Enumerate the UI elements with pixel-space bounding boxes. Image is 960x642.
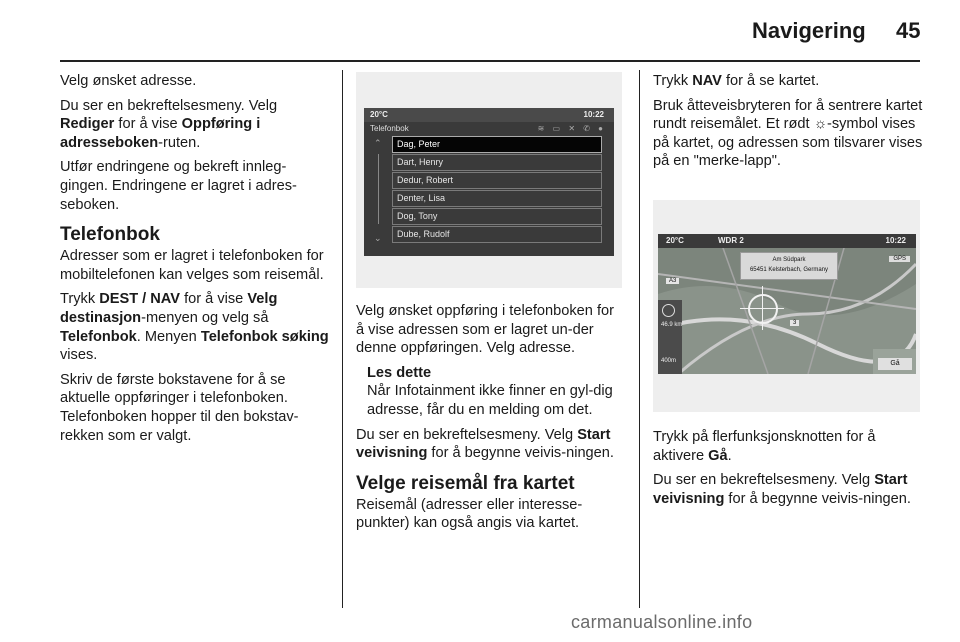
paragraph: Trykk DEST / NAV for å vise Velg destinasjon-menyen og velg så Telefonbok. Menyen Telefonbok søking vises. [60,291,329,364]
paragraph: Trykk NAV for å se kartet. [653,73,820,89]
column-3-lower [653,428,923,514]
gps-badge: GPS [889,256,910,262]
scroll-down-icon[interactable]: ⌄ [374,233,382,243]
page-header-title: Navigering [752,18,866,43]
page-number: 45 [896,18,921,43]
phonebook-title: Telefonbok [370,124,409,133]
paragraph: Bruk åtteveisbryteren for å sentrere kartet rundt reisemålet. Et rødt ☼-symbol vises på kartet, og adressen som tilsvarer vises på en "merke-lapp". [653,97,923,170]
section-heading-telefonbok: Telefonbok [60,224,160,246]
address-label [740,252,838,280]
road-sign-3: 3 [790,320,799,326]
radio-station: WDR 2 [718,236,744,245]
column-2 [356,302,626,539]
map-screenshot [653,200,920,412]
paragraph: Skriv de første bokstavene for å se aktuelle oppføringer i telefonboken. Telefonboken hopper til den bokstav-rekken som er valgt. [60,371,299,444]
phonebook-screen [364,108,614,256]
go-button[interactable]: Gå [878,358,912,370]
clock: 10:22 [583,110,604,119]
list-item[interactable]: Denter, Lisa [392,190,602,207]
column-divider-2 [639,70,640,608]
list-item[interactable]: Dedur, Robert [392,172,602,189]
compass-icon[interactable] [662,304,675,317]
status-bar [364,108,614,122]
watermark: carmanualsonline.info [571,612,753,632]
status-icons: ≋ ▭ ✕ ✆ ● [537,124,606,133]
map-screen [658,234,916,374]
column-divider-1 [342,70,343,608]
crosshair-icon[interactable] [748,294,778,324]
note-text: Når Infotainment ikke finner en gyl-dig adresse, får du en melding om det. [367,383,613,418]
temperature: 20°C [666,236,684,245]
temperature: 20°C [370,110,388,119]
crosshair-v-line [762,286,763,330]
list-item[interactable]: Dog, Tony [392,208,602,225]
paragraph: Velg ønsket adresse. [60,73,197,89]
phonebook-screenshot [356,72,622,288]
paragraph: Du ser en bekreftelsesmeny. Velg Start veivisning for å begynne veivis-ningen. [356,426,614,462]
distance-readout: 46.9 km [661,322,683,328]
scale-readout: 400m [661,358,677,364]
paragraph: Velg ønsket oppføring i telefonboken for å vise adressen som er lagret un-der denne oppføringen. Velg adresse. [356,303,614,357]
status-bar [658,234,916,248]
list-item[interactable]: Dag, Peter [392,136,602,153]
paragraph: Du ser en bekreftelsesmeny. Velg Rediger for å vise Oppføring i adresseboken-ruten. [60,97,278,151]
note-title: Les dette [367,364,432,381]
address-line-1: Am Südpark [772,257,806,263]
road-sign-a3: A3 [666,278,679,284]
list-item[interactable]: Dart, Henry [392,154,602,171]
paragraph: Trykk på flerfunksjonsknotten for å aktivere Gå. [653,429,876,464]
scroll-up-icon[interactable]: ⌃ [374,138,382,148]
note-box [356,364,626,420]
column-3 [653,72,923,177]
paragraph: Utfør endringene og bekreft innleg-gingen. Endringene er lagret i adres-seboken. [60,159,297,213]
clock: 10:22 [885,236,906,245]
address-line-2: 65451 Kelsterbach, Germany [749,267,829,273]
column-1 [60,72,332,451]
list-item[interactable]: Dube, Rudolf [392,226,602,243]
paragraph: Reisemål (adresser eller interesse-punkter) kan også angis via kartet. [356,496,583,532]
header-rule [60,60,920,62]
scroll-track[interactable] [378,154,379,224]
phonebook-list [392,136,602,244]
paragraph: Du ser en bekreftelsesmeny. Velg Start veivisning for å begynne veivis-ningen. [653,472,911,507]
section-heading-kart: Velge reisemål fra kartet [356,472,575,494]
paragraph: Adresser som er lagret i telefonboken for mobiltelefonen kan velges som reisemål. [60,248,324,283]
